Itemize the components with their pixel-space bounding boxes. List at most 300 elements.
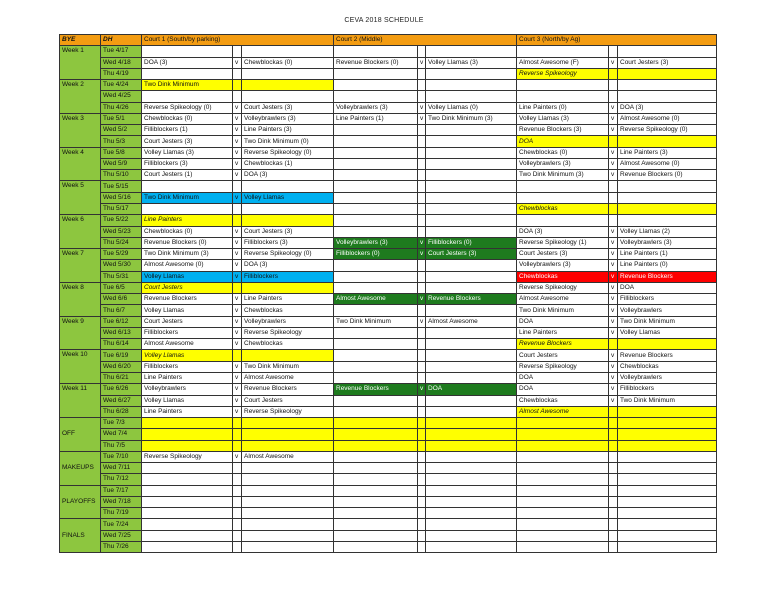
empty-cell xyxy=(233,429,242,440)
empty-cell xyxy=(426,429,517,440)
empty-cell xyxy=(233,541,242,552)
empty-cell xyxy=(142,181,233,192)
team-a: Filliblockers (1) xyxy=(142,125,233,136)
team-b: Line Painters (1) xyxy=(618,249,717,260)
table-row xyxy=(60,395,717,406)
date-cell: Tue 5/29 xyxy=(101,249,142,260)
empty-cell xyxy=(426,215,517,226)
team-b: Volley Llamas xyxy=(618,327,717,338)
empty-cell xyxy=(334,485,418,496)
team-b: Volleybrawlers xyxy=(618,372,717,383)
empty-cell xyxy=(242,181,334,192)
date-cell: Tue 5/1 xyxy=(101,113,142,124)
table-row xyxy=(60,237,717,248)
table-row xyxy=(60,541,717,552)
empty-cell xyxy=(426,350,517,361)
empty-cell xyxy=(418,226,426,237)
table-row xyxy=(60,170,717,181)
table-row xyxy=(60,215,717,226)
empty-cell xyxy=(609,530,618,541)
team-b: Court Jesters (3) xyxy=(242,226,334,237)
date-cell: Tue 6/12 xyxy=(101,316,142,327)
empty-cell xyxy=(609,181,618,192)
vs-cell: v xyxy=(233,125,242,136)
empty-cell xyxy=(334,170,418,181)
table-row xyxy=(60,406,717,417)
team-b: Line Painters (3) xyxy=(242,125,334,136)
team-a: Reverse Spikeology xyxy=(517,282,609,293)
table-row xyxy=(60,125,717,136)
bye-blank xyxy=(242,215,334,226)
vs-cell xyxy=(609,68,618,79)
vs-cell: v xyxy=(233,113,242,124)
empty-cell xyxy=(242,418,334,429)
vs-cell: v xyxy=(609,305,618,316)
team-b: Two Dink Minimum (3) xyxy=(426,113,517,124)
empty-cell xyxy=(418,203,426,214)
vs-cell: v xyxy=(233,316,242,327)
empty-cell xyxy=(517,508,609,519)
table-row xyxy=(60,530,717,541)
table-row xyxy=(60,339,717,350)
empty-cell xyxy=(142,508,233,519)
table-row xyxy=(60,46,717,57)
empty-cell xyxy=(418,260,426,271)
team-b: Volley Llamas (0) xyxy=(426,102,517,113)
empty-cell xyxy=(242,91,334,102)
empty-cell xyxy=(426,395,517,406)
vs-cell: v xyxy=(233,136,242,147)
empty-cell xyxy=(426,147,517,158)
empty-cell xyxy=(334,519,418,530)
week-label: Week 2 xyxy=(60,80,101,114)
table-row xyxy=(60,418,717,429)
empty-cell xyxy=(334,260,418,271)
table-row xyxy=(60,294,717,305)
empty-cell xyxy=(426,260,517,271)
empty-cell xyxy=(334,203,418,214)
empty-cell xyxy=(618,91,717,102)
empty-cell xyxy=(233,496,242,507)
team-b: Court Jesters xyxy=(242,395,334,406)
empty-cell xyxy=(142,530,233,541)
empty-cell xyxy=(418,474,426,485)
empty-cell xyxy=(418,136,426,147)
empty-cell xyxy=(609,463,618,474)
empty-cell xyxy=(426,181,517,192)
empty-cell xyxy=(609,474,618,485)
vs-cell: v xyxy=(418,237,426,248)
team-b: Two Dink Minimum (0) xyxy=(242,136,334,147)
empty-cell xyxy=(426,80,517,91)
empty-cell xyxy=(618,474,717,485)
empty-cell xyxy=(426,339,517,350)
team-b: Chewblockas xyxy=(618,361,717,372)
empty-cell xyxy=(334,181,418,192)
team-a: DOA xyxy=(517,372,609,383)
empty-cell xyxy=(618,429,717,440)
vs-cell: v xyxy=(418,57,426,68)
date-cell: Wed 5/2 xyxy=(101,125,142,136)
empty-cell xyxy=(426,46,517,57)
empty-cell xyxy=(418,125,426,136)
bye-blank xyxy=(618,339,717,350)
empty-cell xyxy=(618,440,717,451)
date-cell: Thu 5/17 xyxy=(101,203,142,214)
bye-team: Volley Llamas xyxy=(142,350,233,361)
vs-cell: v xyxy=(418,102,426,113)
table-row xyxy=(60,496,717,507)
date-cell: Thu 5/31 xyxy=(101,271,142,282)
team-a: Chewblockas (0) xyxy=(517,147,609,158)
empty-cell xyxy=(517,80,609,91)
table-row xyxy=(60,271,717,282)
empty-cell xyxy=(517,496,609,507)
empty-cell xyxy=(334,429,418,440)
empty-cell xyxy=(334,215,418,226)
date-cell: Thu 7/12 xyxy=(101,474,142,485)
empty-cell xyxy=(426,463,517,474)
table-row xyxy=(60,113,717,124)
empty-cell xyxy=(418,282,426,293)
empty-cell xyxy=(609,519,618,530)
team-b: Chewblockas xyxy=(242,305,334,316)
empty-cell xyxy=(334,125,418,136)
date-cell: Thu 4/19 xyxy=(101,68,142,79)
team-a: Court Jesters xyxy=(517,350,609,361)
team-a: Volleybrawlers (3) xyxy=(517,260,609,271)
date-cell: Tue 5/15 xyxy=(101,181,142,192)
vs-cell xyxy=(609,136,618,147)
vs-cell: v xyxy=(609,384,618,395)
empty-cell xyxy=(426,327,517,338)
team-b: Line Painters (3) xyxy=(618,147,717,158)
table-row xyxy=(60,519,717,530)
empty-cell xyxy=(426,406,517,417)
empty-cell xyxy=(233,46,242,57)
vs-cell xyxy=(233,80,242,91)
empty-cell xyxy=(609,80,618,91)
table-row xyxy=(60,80,717,91)
week-label: Week 1 xyxy=(60,46,101,80)
vs-cell: v xyxy=(233,294,242,305)
date-cell: Wed 6/13 xyxy=(101,327,142,338)
team-b: Almost Awesome (0) xyxy=(618,113,717,124)
vs-cell: v xyxy=(609,282,618,293)
empty-cell xyxy=(426,125,517,136)
vs-cell: v xyxy=(609,158,618,169)
date-cell: Thu 4/26 xyxy=(101,102,142,113)
empty-cell xyxy=(334,474,418,485)
empty-cell xyxy=(517,46,609,57)
empty-cell xyxy=(418,350,426,361)
empty-cell xyxy=(418,463,426,474)
team-a: DOA (3) xyxy=(142,57,233,68)
team-a: Two Dink Minimum xyxy=(142,192,233,203)
table-row xyxy=(60,429,717,440)
team-b: Volleybrawlers xyxy=(242,316,334,327)
empty-cell xyxy=(609,46,618,57)
vs-cell xyxy=(609,406,618,417)
team-a: Filliblockers xyxy=(142,327,233,338)
empty-cell xyxy=(418,80,426,91)
empty-cell xyxy=(233,440,242,451)
empty-cell xyxy=(334,192,418,203)
empty-cell xyxy=(517,181,609,192)
vs-cell: v xyxy=(609,271,618,282)
empty-cell xyxy=(517,485,609,496)
team-b: Two Dink Minimum xyxy=(242,361,334,372)
empty-cell xyxy=(418,508,426,519)
team-b: Reverse Spikeology (0) xyxy=(618,125,717,136)
vs-cell xyxy=(609,203,618,214)
team-a: Line Painters (0) xyxy=(517,102,609,113)
table-row xyxy=(60,384,717,395)
team-a: Volleybrawlers (3) xyxy=(517,158,609,169)
table-row xyxy=(60,136,717,147)
date-cell: Wed 7/4 xyxy=(101,429,142,440)
empty-cell xyxy=(426,541,517,552)
empty-cell xyxy=(334,327,418,338)
empty-cell xyxy=(233,508,242,519)
empty-cell xyxy=(418,395,426,406)
empty-cell xyxy=(426,361,517,372)
empty-cell xyxy=(334,282,418,293)
week-label: OFF xyxy=(60,418,101,452)
table-row xyxy=(60,192,717,203)
vs-cell xyxy=(233,215,242,226)
team-b: Chewblockas xyxy=(242,339,334,350)
team-b: DOA (3) xyxy=(618,102,717,113)
vs-cell xyxy=(609,339,618,350)
week-label: Week 3 xyxy=(60,113,101,147)
date-cell: Tue 7/24 xyxy=(101,519,142,530)
empty-cell xyxy=(609,91,618,102)
team-b: Reverse Spikeology xyxy=(242,327,334,338)
empty-cell xyxy=(142,68,233,79)
empty-cell xyxy=(142,519,233,530)
date-cell: Wed 7/18 xyxy=(101,496,142,507)
empty-cell xyxy=(418,429,426,440)
table-row xyxy=(60,158,717,169)
team-b: DOA (3) xyxy=(242,260,334,271)
empty-cell xyxy=(426,485,517,496)
date-cell: Wed 6/27 xyxy=(101,395,142,406)
vs-cell: v xyxy=(609,170,618,181)
team-a: Revenue Blockers xyxy=(334,384,418,395)
empty-cell xyxy=(233,203,242,214)
team-a: Two Dink Minimum (3) xyxy=(517,170,609,181)
date-cell: Tue 6/5 xyxy=(101,282,142,293)
week-label: Week 6 xyxy=(60,215,101,249)
team-b: Reverse Spikeology (0) xyxy=(242,249,334,260)
date-cell: Tue 7/10 xyxy=(101,451,142,462)
vs-cell: v xyxy=(233,158,242,169)
empty-cell xyxy=(426,170,517,181)
empty-cell xyxy=(426,418,517,429)
vs-cell: v xyxy=(418,294,426,305)
bye-blank xyxy=(618,203,717,214)
team-b: Revenue Blockers (0) xyxy=(618,170,717,181)
empty-cell xyxy=(334,406,418,417)
empty-cell xyxy=(418,519,426,530)
date-cell: Thu 6/21 xyxy=(101,372,142,383)
team-b: Revenue Blockers xyxy=(618,350,717,361)
vs-cell: v xyxy=(609,316,618,327)
empty-cell xyxy=(418,372,426,383)
empty-cell xyxy=(334,361,418,372)
empty-cell xyxy=(334,508,418,519)
vs-cell: v xyxy=(233,226,242,237)
empty-cell xyxy=(242,519,334,530)
team-a: Reverse Spikeology (0) xyxy=(142,102,233,113)
team-a: Revenue Blockers (0) xyxy=(334,57,418,68)
empty-cell xyxy=(334,496,418,507)
team-a: Court Jesters (3) xyxy=(517,249,609,260)
team-a: DOA xyxy=(517,384,609,395)
empty-cell xyxy=(426,305,517,316)
empty-cell xyxy=(242,203,334,214)
team-a: Two Dink Minimum xyxy=(517,305,609,316)
bye-team: Almost Awesome xyxy=(517,406,609,417)
empty-cell xyxy=(142,440,233,451)
team-b: Almost Awesome xyxy=(426,316,517,327)
empty-cell xyxy=(418,418,426,429)
empty-cell xyxy=(418,170,426,181)
empty-cell xyxy=(618,508,717,519)
bye-header: BYE xyxy=(60,35,101,46)
date-cell: Thu 5/10 xyxy=(101,170,142,181)
table-row xyxy=(60,463,717,474)
team-a: Filliblockers (0) xyxy=(334,249,418,260)
team-b: Almost Awesome (0) xyxy=(618,158,717,169)
empty-cell xyxy=(418,147,426,158)
team-a: Chewblockas (0) xyxy=(142,226,233,237)
vs-cell: v xyxy=(233,57,242,68)
team-a: Reverse Spikeology xyxy=(142,451,233,462)
date-cell: Wed 5/9 xyxy=(101,158,142,169)
table-row xyxy=(60,260,717,271)
empty-cell xyxy=(418,181,426,192)
empty-cell xyxy=(609,508,618,519)
empty-cell xyxy=(418,440,426,451)
empty-cell xyxy=(142,485,233,496)
date-cell: Wed 6/20 xyxy=(101,361,142,372)
court-1-header: Court 1 (South/by parking) xyxy=(142,35,334,46)
team-b: Filliblockers (3) xyxy=(242,237,334,248)
empty-cell xyxy=(233,530,242,541)
bye-team: Reverse Spikeology xyxy=(517,68,609,79)
vs-cell: v xyxy=(233,372,242,383)
vs-cell: v xyxy=(233,384,242,395)
date-cell: Tue 4/24 xyxy=(101,80,142,91)
empty-cell xyxy=(418,530,426,541)
vs-cell: v xyxy=(609,327,618,338)
empty-cell xyxy=(426,530,517,541)
week-label: Week 10 xyxy=(60,350,101,384)
table-row xyxy=(60,485,717,496)
week-label: Week 8 xyxy=(60,282,101,316)
empty-cell xyxy=(618,451,717,462)
date-cell: Tue 7/17 xyxy=(101,485,142,496)
empty-cell xyxy=(334,305,418,316)
bye-team: Revenue Blockers xyxy=(517,339,609,350)
team-b: Line Painters xyxy=(242,294,334,305)
empty-cell xyxy=(242,440,334,451)
team-a: Court Jesters xyxy=(142,316,233,327)
team-a: Almost Awesome xyxy=(142,339,233,350)
page-title: CEVA 2018 SCHEDULE xyxy=(344,17,424,24)
empty-cell xyxy=(418,192,426,203)
empty-cell xyxy=(418,158,426,169)
table-row xyxy=(60,327,717,338)
empty-cell xyxy=(426,519,517,530)
empty-cell xyxy=(233,519,242,530)
empty-cell xyxy=(242,68,334,79)
team-b: Almost Awesome xyxy=(242,372,334,383)
vs-cell: v xyxy=(609,350,618,361)
vs-cell: v xyxy=(609,57,618,68)
empty-cell xyxy=(334,80,418,91)
bye-team: Court Jesters xyxy=(142,282,233,293)
bye-blank xyxy=(618,68,717,79)
week-label: Week 5 xyxy=(60,181,101,215)
empty-cell xyxy=(334,226,418,237)
empty-cell xyxy=(426,508,517,519)
week-label: Week 9 xyxy=(60,316,101,350)
team-b: Volley Llamas xyxy=(242,192,334,203)
table-row xyxy=(60,305,717,316)
vs-cell: v xyxy=(233,192,242,203)
date-cell: Tue 4/17 xyxy=(101,46,142,57)
team-b: Two Dink Minimum xyxy=(618,395,717,406)
table-row xyxy=(60,181,717,192)
empty-cell xyxy=(233,463,242,474)
empty-cell xyxy=(142,203,233,214)
empty-cell xyxy=(418,46,426,57)
team-b: Filliblockers (0) xyxy=(426,237,517,248)
team-b: Line Painters (0) xyxy=(618,260,717,271)
empty-cell xyxy=(618,181,717,192)
date-cell: Thu 6/14 xyxy=(101,339,142,350)
empty-cell xyxy=(517,541,609,552)
empty-cell xyxy=(418,339,426,350)
team-b: Revenue Blockers xyxy=(618,271,717,282)
table-row xyxy=(60,226,717,237)
table-row xyxy=(60,440,717,451)
vs-cell: v xyxy=(609,372,618,383)
vs-cell: v xyxy=(609,113,618,124)
vs-cell: v xyxy=(233,260,242,271)
empty-cell xyxy=(334,418,418,429)
vs-cell: v xyxy=(233,249,242,260)
bye-team: Line Painters xyxy=(142,215,233,226)
team-a: Chewblockas (0) xyxy=(142,113,233,124)
bye-blank xyxy=(242,282,334,293)
date-cell: Tue 6/26 xyxy=(101,384,142,395)
table-row xyxy=(60,91,717,102)
team-b: Filliblockers xyxy=(242,271,334,282)
empty-cell xyxy=(334,463,418,474)
empty-cell xyxy=(609,440,618,451)
team-b: DOA xyxy=(426,384,517,395)
team-b: Court Jesters (3) xyxy=(618,57,717,68)
empty-cell xyxy=(334,158,418,169)
date-cell: Tue 5/8 xyxy=(101,147,142,158)
team-b: Volley Llamas (2) xyxy=(618,226,717,237)
team-a: Volley Llamas xyxy=(142,395,233,406)
bye-team: DOA xyxy=(517,136,609,147)
